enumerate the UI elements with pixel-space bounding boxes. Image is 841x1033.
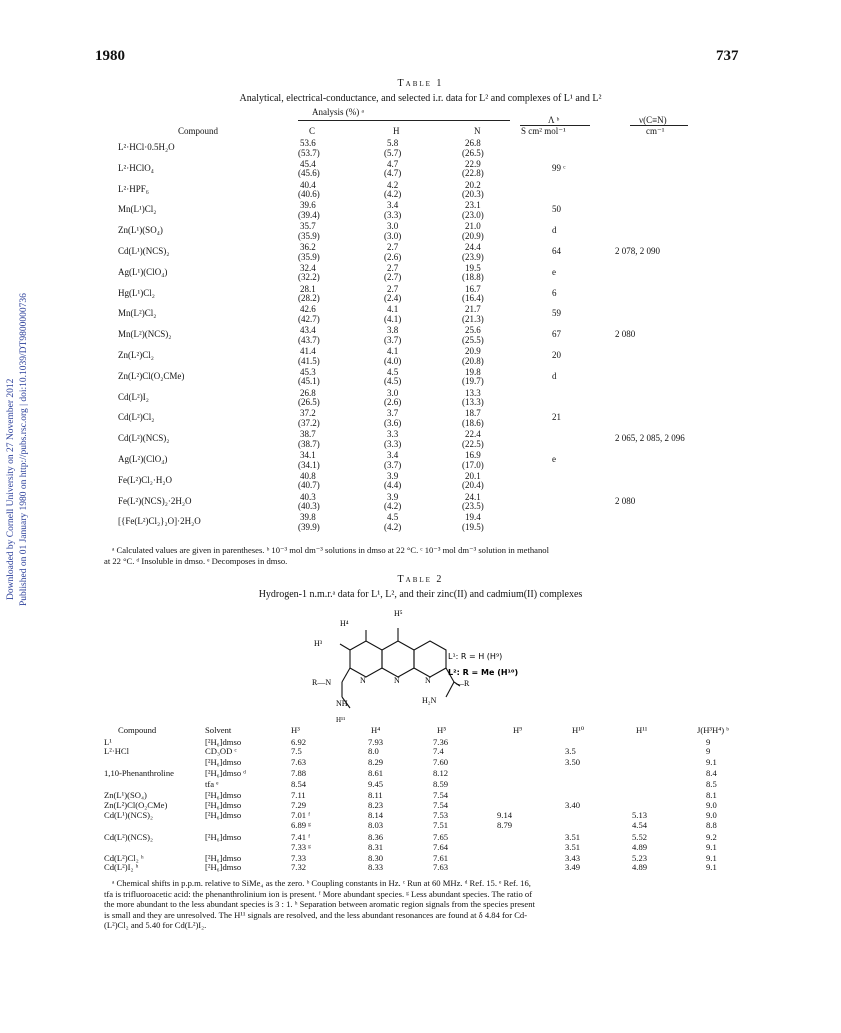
table2-cell-h5: 7.4 [433, 746, 444, 756]
value-n-found: 19.4 [465, 512, 481, 523]
table2-footnote-line: is small and they are unresolved. The H¹¹ signals are resolved, and the less abundant resonances are found at δ 4.84 for Cd- [104, 909, 528, 920]
label-h3: H³ [314, 639, 323, 648]
value-h-calc: (4.2) [384, 189, 402, 200]
table2-cell-j: 9.1 [706, 853, 717, 863]
value-h-found: 4.5 [387, 366, 399, 377]
col-compound: Compound [178, 126, 219, 136]
value-conductance: e [552, 266, 556, 277]
table2-cell-h10: 3.49 [565, 862, 581, 872]
value-c-found: 28.1 [300, 283, 316, 294]
table2-footnote-line: the more abundant to the less abundant species is 3 : 1. ʰ Separation between aromatic region signals from the species present [104, 899, 535, 909]
table2-cell-h11: 4.89 [632, 842, 648, 852]
table2-cell-h11: 5.23 [632, 853, 648, 863]
value-n-found: 21.7 [465, 304, 481, 315]
col-nu-unit: cm⁻¹ [646, 126, 665, 136]
label-r-left: R—N [312, 678, 332, 687]
col-n: N [474, 126, 481, 136]
value-n-found: 23.1 [465, 200, 481, 211]
value-c-calc: (34.1) [298, 459, 320, 470]
value-h-calc: (3.3) [384, 438, 402, 449]
table2-cell-j: 8.8 [706, 820, 717, 830]
table2-cell-compound: Cd(L²)(NCS)₂ [104, 832, 154, 842]
analysis-header: Analysis (%) ᵃ [312, 107, 364, 117]
label-nh: NH [336, 699, 348, 708]
value-c-found: 34.1 [300, 450, 316, 460]
value-h-calc: (4.0) [384, 355, 402, 366]
table2-cell-h4: 8.61 [368, 768, 384, 778]
table2-cell-compound: L¹ [104, 737, 112, 747]
value-n-found: 22.4 [465, 429, 481, 440]
table2-cell-h3: 7.41 ᶠ [291, 832, 310, 842]
compound-name: Mn(L²)(NCS)₂ [118, 329, 172, 340]
table2-cell-h11: 5.52 [632, 832, 648, 842]
compound-name: Hg(L¹)Cl₂ [118, 287, 155, 298]
value-c-calc: (41.5) [298, 355, 320, 366]
table2-cell-h4: 8.0 [368, 746, 379, 756]
label-h5: H⁵ [394, 609, 403, 618]
value-c-found: 45.3 [300, 366, 316, 377]
table2-cell-j: 9.0 [706, 810, 717, 820]
label-n3: N [425, 676, 431, 685]
value-n-found: 20.9 [465, 346, 481, 356]
value-conductance: 67 [552, 329, 561, 340]
value-c-found: 53.6 [300, 138, 316, 148]
value-n-calc: (18.8) [462, 272, 484, 283]
value-c-calc: (35.9) [298, 251, 320, 262]
table2-cell-h9: 8.79 [497, 820, 513, 830]
table2-cell-compound: Zn(L¹)(SO₄) [104, 790, 147, 800]
table2-header-7: H¹¹ [636, 725, 648, 735]
table2-cell-solvent: [²H₆]dmso ᵈ [205, 768, 246, 778]
value-c-found: 41.4 [300, 346, 316, 356]
value-h-found: 2.7 [387, 262, 399, 273]
value-n-found: 24.1 [465, 491, 481, 502]
value-h-calc: (4.2) [384, 521, 402, 532]
table2-cell-h3: 7.32 [291, 862, 307, 872]
table2-cell-h3: 6.92 [291, 737, 307, 747]
value-h-found: 3.4 [387, 450, 399, 460]
value-c-found: 36.2 [300, 242, 316, 252]
value-n-calc: (26.5) [462, 147, 484, 158]
table2-cell-h4: 8.33 [368, 862, 384, 872]
table1-caption: Analytical, electrical-conductance, and selected i.r. data for L² and complexes of L¹ and L² [239, 93, 602, 104]
ligand-l2-label: L²: R = Me (H¹⁰) [448, 668, 519, 677]
col-h: H [393, 126, 400, 136]
value-c-calc: (45.1) [298, 376, 320, 387]
value-c-found: 40.4 [300, 179, 316, 190]
compound-name: Fe(L²)(NCS)₂·2H₂O [118, 495, 192, 506]
value-h-calc: (4.5) [384, 376, 402, 387]
col-nu: ν(C≡N) [639, 115, 667, 125]
table2-cell-h3: 6.89 ᵍ [291, 820, 311, 830]
value-n-calc: (23.5) [462, 501, 484, 512]
value-nu-cn: 2 065, 2 085, 2 096 [615, 433, 685, 444]
label-n1: N [360, 676, 366, 685]
table2-cell-h5: 7.60 [433, 757, 449, 767]
table2-cell-h5: 7.51 [433, 820, 449, 830]
value-conductance: 59 [552, 308, 561, 319]
table2-cell-h5: 7.63 [433, 862, 449, 872]
value-n-calc: (22.8) [462, 168, 484, 179]
value-c-calc: (42.7) [298, 313, 320, 324]
table2-header-6: H¹⁰ [572, 725, 585, 735]
value-c-found: 40.8 [300, 470, 316, 481]
value-c-calc: (35.9) [298, 230, 320, 241]
publication-notice[interactable]: Published on 01 January 1980 on http://pubs.rsc.org | doi:10.1039/DT9800000736 [19, 293, 29, 606]
value-h-calc: (2.6) [384, 251, 402, 262]
value-n-found: 18.7 [465, 408, 481, 419]
value-n-calc: (18.6) [462, 417, 484, 428]
value-h-calc: (4.7) [384, 168, 402, 179]
value-c-found: 43.4 [300, 325, 316, 336]
value-h-found: 3.3 [387, 429, 399, 440]
compound-name: [{Fe(L²)Cl₂}₂O]·2H₂O [118, 516, 201, 527]
table2-cell-h4: 9.45 [368, 779, 384, 789]
table2-cell-h3: 7.33 ᵍ [291, 842, 311, 852]
compound-name: Ag(L¹)(ClO₄) [118, 266, 168, 277]
compound-name: Fe(L²)Cl₂·H₂O [118, 474, 172, 485]
value-n-found: 16.9 [465, 450, 481, 460]
table2-header-8: J(H³H⁴) ᵇ [697, 725, 729, 735]
table2-cell-h4: 8.31 [368, 842, 384, 852]
table2-cell-j: 9.1 [706, 862, 717, 872]
table2-cell-j: 9.1 [706, 842, 717, 852]
value-c-calc: (28.2) [298, 293, 320, 304]
value-h-found: 4.2 [387, 179, 399, 190]
table2-cell-compound: L²·HCl [104, 746, 130, 756]
value-n-found: 24.4 [465, 242, 481, 252]
value-c-calc: (39.4) [298, 209, 320, 220]
value-h-calc: (4.2) [384, 501, 402, 512]
table2-cell-h4: 8.11 [368, 790, 383, 800]
table2-cell-solvent: [²H₆]dmso [205, 862, 242, 872]
value-conductance: 20 [552, 350, 561, 360]
value-conductance: 50 [552, 204, 561, 215]
table2-cell-j: 8.4 [706, 768, 717, 778]
table2-caption: Hydrogen-1 n.m.r.ᵃ data for L¹, L², and their zinc(II) and cadmium(II) complexes [258, 589, 583, 600]
value-c-calc: (43.7) [298, 334, 320, 345]
value-c-calc: (40.3) [298, 501, 320, 512]
table2-footnote-line: (L²)Cl₂ and 5.40 for Cd(L²)I₂. [104, 920, 207, 930]
table2-cell-h4: 8.29 [368, 757, 384, 767]
value-c-calc: (38.7) [298, 438, 320, 449]
value-n-calc: (20.9) [462, 230, 484, 241]
table2-cell-h5: 7.53 [433, 810, 449, 820]
table2-cell-j: 9 [706, 737, 711, 747]
col-lambda: Λ ᵇ [548, 115, 560, 125]
value-n-found: 13.3 [465, 387, 481, 398]
table2-header-5: H⁹ [513, 725, 523, 735]
table1-footnote-2: at 22 °C. ᵈ Insoluble in dmso. ᵉ Decomposes in dmso. [104, 556, 288, 566]
table2-cell-h9: 9.14 [497, 810, 513, 820]
value-h-found: 3.0 [387, 221, 399, 232]
value-c-calc: (32.2) [298, 272, 320, 283]
value-c-found: 42.6 [300, 304, 316, 315]
value-h-calc: (3.0) [384, 230, 402, 241]
table2-cell-solvent: [²H₆]dmso [205, 810, 242, 820]
table2-cell-h4: 8.14 [368, 810, 384, 820]
value-nu-cn: 2 080 [615, 329, 636, 340]
value-n-calc: (20.4) [462, 480, 484, 491]
table2-cell-solvent: [²H₆]dmso [205, 832, 242, 842]
value-h-calc: (3.7) [384, 459, 402, 470]
value-n-calc: (13.3) [462, 397, 484, 408]
table2-cell-solvent: CD₃OD ᶜ [205, 746, 237, 756]
value-h-found: 3.9 [387, 470, 399, 481]
value-c-found: 37.2 [300, 408, 316, 419]
table2-cell-h3: 7.5 [291, 746, 302, 756]
value-n-found: 21.0 [465, 221, 481, 232]
value-conductance: 6 [552, 287, 557, 298]
value-n-found: 26.8 [465, 138, 481, 148]
table2-cell-h10: 3.5 [565, 746, 576, 756]
label-h2n: H₂N [422, 696, 437, 705]
table2-cell-j: 9 [706, 746, 711, 756]
table2-cell-h10: 3.40 [565, 800, 581, 810]
table2-cell-h11: 4.54 [632, 820, 648, 830]
table2-cell-j: 9.2 [706, 832, 717, 842]
table2-cell-j: 9.0 [706, 800, 717, 810]
label-n2: N [394, 676, 400, 685]
table2-cell-h10: 3.51 [565, 832, 581, 842]
table2-cell-compound: Zn(L²)Cl(O₂CMe) [104, 800, 168, 810]
table2-footnotes [104, 878, 764, 931]
table2-cell-h5: 8.59 [433, 779, 449, 789]
value-n-calc: (20.3) [462, 189, 484, 200]
compound-name: Mn(L¹)Cl₂ [118, 204, 157, 215]
table2-cell-h3: 7.11 [291, 790, 306, 800]
table2-cell-h3: 8.54 [291, 779, 307, 789]
table2-cell-h11: 5.13 [632, 810, 648, 820]
table2-cell-h4: 7.93 [368, 737, 384, 747]
value-h-calc: (3.7) [384, 334, 402, 345]
table2-cell-solvent: [²H₆]dmso [205, 853, 242, 863]
table2-footnote-line: ᵃ Chemical shifts in p.p.m. relative to SiMe₄ as the zero. ᵇ Coupling constants in Hz. ᶜ Run at 60 MHz. ᵈ Ref. 15. ᵉ Ref. 16, [112, 878, 531, 888]
compound-name: Zn(L²)Cl₂ [118, 350, 154, 360]
value-conductance: 21 [552, 412, 561, 423]
table2-cell-h5: 7.65 [433, 832, 449, 842]
value-n-calc: (17.0) [462, 459, 484, 470]
value-h-found: 4.7 [387, 158, 399, 169]
table2-cell-solvent: [²H₆]dmso [205, 800, 242, 810]
table2-cell-compound: Cd(L²)I₂ ʰ [104, 862, 139, 872]
compound-name: Cd(L²)I₂ [118, 391, 149, 402]
value-h-found: 3.9 [387, 491, 399, 502]
table1-footnote-1: ᵃ Calculated values are given in parentheses. ᵇ 10⁻³ mol dm⁻³ solutions in dmso at 22 °C. ᶜ 10⁻³ mol dm⁻³ solution in methanol [112, 545, 549, 555]
value-c-calc: (40.7) [298, 480, 320, 491]
value-n-found: 19.8 [465, 366, 481, 377]
value-n-calc: (23.0) [462, 209, 484, 220]
value-c-found: 35.7 [300, 221, 316, 232]
table2-cell-h10: 3.50 [565, 757, 581, 767]
table2-cell-h10: 3.51 [565, 842, 581, 852]
value-n-calc: (19.5) [462, 521, 484, 532]
value-n-calc: (16.4) [462, 293, 484, 304]
table2-cell-j: 8.1 [706, 790, 717, 800]
value-conductance: e [552, 454, 556, 464]
table2-header-2: H³ [291, 725, 300, 735]
table2-cell-h5: 7.54 [433, 790, 449, 800]
value-conductance: d [552, 225, 557, 236]
table2-cell-j: 8.5 [706, 779, 717, 789]
compound-name: L²·HCl·0.5H₂O [118, 142, 175, 152]
compound-name: L²·HPF₆ [118, 183, 149, 194]
table2-cell-h3: 7.63 [291, 757, 307, 767]
value-n-found: 16.7 [465, 283, 481, 294]
value-n-calc: (19.7) [462, 376, 484, 387]
table2-cell-h4: 8.30 [368, 853, 384, 863]
table2-cell-compound: Cd(L¹)(NCS)₂ [104, 810, 154, 820]
table2-header-0: Compound [118, 725, 157, 735]
value-h-calc: (2.4) [384, 293, 402, 304]
value-n-found: 19.5 [465, 262, 481, 273]
table2-footnote-line: tfa is trifluoroacetic acid: the phenanthrolinium ion is present. ᶠ More abundant species. ᵍ Less abundant species. The ratio of [104, 888, 533, 899]
table2-label: Table 2 [397, 574, 444, 585]
value-h-calc: (2.7) [384, 272, 402, 283]
value-conductance: d [552, 370, 557, 381]
table2-cell-solvent: [²H₆]dmso [205, 790, 242, 800]
value-nu-cn: 2 078, 2 090 [615, 246, 660, 256]
value-c-calc: (40.6) [298, 189, 320, 200]
value-n-found: 22.9 [465, 158, 481, 169]
compound-name: Cd(L¹)(NCS)₂ [118, 246, 170, 256]
table2-cell-h3: 7.29 [291, 800, 307, 810]
table2-cell-h11: 4.89 [632, 862, 648, 872]
header-page-number: 737 [716, 48, 739, 64]
value-n-calc: (20.8) [462, 355, 484, 366]
value-h-found: 4.1 [387, 346, 399, 356]
label-h11: H¹¹ [336, 716, 346, 724]
table2-cell-h10: 3.43 [565, 853, 581, 863]
value-n-calc: (23.9) [462, 251, 484, 262]
compound-name: Cd(L²)(NCS)₂ [118, 433, 170, 444]
value-c-found: 45.4 [300, 158, 316, 169]
value-n-found: 25.6 [465, 325, 481, 336]
table2-cell-h5: 7.61 [433, 853, 449, 863]
value-h-calc: (5.7) [384, 147, 402, 158]
table2-header-1: Solvent [205, 725, 232, 735]
value-nu-cn: 2 080 [615, 495, 636, 506]
table2-cell-h4: 8.03 [368, 820, 384, 830]
table2-cell-j: 9.1 [706, 757, 717, 767]
header-year: 1980 [95, 48, 125, 64]
table2-cell-h5: 8.12 [433, 768, 449, 778]
table2-cell-compound: Cd(L²)Cl₂ ʰ [104, 853, 144, 863]
compound-name: Zn(L¹)(SO₄) [118, 225, 163, 236]
table2-cell-h3: 7.88 [291, 768, 307, 778]
value-conductance: 99 ᶜ [552, 162, 566, 173]
value-h-calc: (4.4) [384, 480, 402, 491]
value-c-found: 40.3 [300, 491, 316, 502]
table2-cell-h5: 7.36 [433, 737, 449, 747]
value-conductance: 64 [552, 246, 561, 256]
value-n-calc: (25.5) [462, 334, 484, 345]
value-n-found: 20.2 [465, 179, 481, 190]
table2-cell-solvent: [²H₆]dmso [205, 757, 242, 767]
value-c-calc: (45.6) [298, 168, 320, 179]
table2-cell-h4: 8.23 [368, 800, 384, 810]
label-h4: H⁴ [340, 619, 349, 628]
value-c-found: 26.8 [300, 387, 316, 398]
value-c-calc: (26.5) [298, 397, 320, 408]
table2-cell-h5: 7.64 [433, 842, 449, 852]
value-h-found: 5.8 [387, 138, 399, 148]
table2-cell-h3: 7.33 [291, 853, 307, 863]
table2-header-4: H⁵ [437, 725, 447, 735]
table1-label: Table 1 [397, 78, 444, 89]
value-h-found: 4.5 [387, 512, 399, 523]
table2-cell-solvent: [²H₆]dmso [205, 737, 242, 747]
value-n-calc: (21.3) [462, 313, 484, 324]
value-h-found: 3.0 [387, 387, 399, 398]
table2-cell-solvent: tfa ᵉ [205, 779, 219, 789]
value-n-found: 20.1 [465, 470, 481, 481]
value-n-calc: (22.5) [462, 438, 484, 449]
compound-name: Mn(L²)Cl₂ [118, 308, 157, 319]
compound-name: L²·HClO₄ [118, 162, 154, 173]
table2-cell-h4: 8.36 [368, 832, 384, 842]
value-c-found: 38.7 [300, 429, 316, 440]
ligand-l1-label: L¹: R = H (H⁹) [448, 652, 503, 661]
value-c-calc: (53.7) [298, 147, 320, 158]
value-h-found: 3.8 [387, 325, 399, 336]
value-h-calc: (3.6) [384, 417, 402, 428]
col-c: C [309, 126, 316, 136]
table2-cell-compound: 1,10-Phenanthroline [104, 768, 174, 778]
col-lambda-unit: S cm² mol⁻¹ [521, 126, 566, 136]
value-h-found: 4.1 [387, 304, 399, 315]
value-c-calc: (39.9) [298, 521, 320, 532]
table2-cell-h3: 7.01 ᶠ [291, 810, 310, 820]
value-h-found: 3.4 [387, 200, 399, 211]
value-h-found: 2.7 [387, 242, 399, 252]
value-h-found: 2.7 [387, 283, 399, 294]
value-c-found: 39.6 [300, 200, 316, 211]
table2-cell-h5: 7.54 [433, 800, 449, 810]
value-h-calc: (3.3) [384, 209, 402, 220]
value-h-calc: (2.6) [384, 397, 402, 408]
value-h-found: 3.7 [387, 408, 399, 419]
value-c-found: 32.4 [300, 262, 316, 273]
compound-name: Zn(L²)Cl(O₂CMe) [118, 370, 185, 381]
compound-name: Ag(L²)(ClO₄) [118, 454, 168, 464]
value-h-calc: (4.1) [384, 313, 402, 324]
download-notice[interactable]: Downloaded by Cornell University on 27 November 2012 [6, 378, 16, 600]
compound-name: Cd(L²)Cl₂ [118, 412, 155, 423]
value-c-calc: (37.2) [298, 417, 320, 428]
value-c-found: 39.8 [300, 512, 316, 523]
table2-header-3: H⁴ [371, 725, 381, 735]
label-r-right: —R [456, 679, 470, 688]
